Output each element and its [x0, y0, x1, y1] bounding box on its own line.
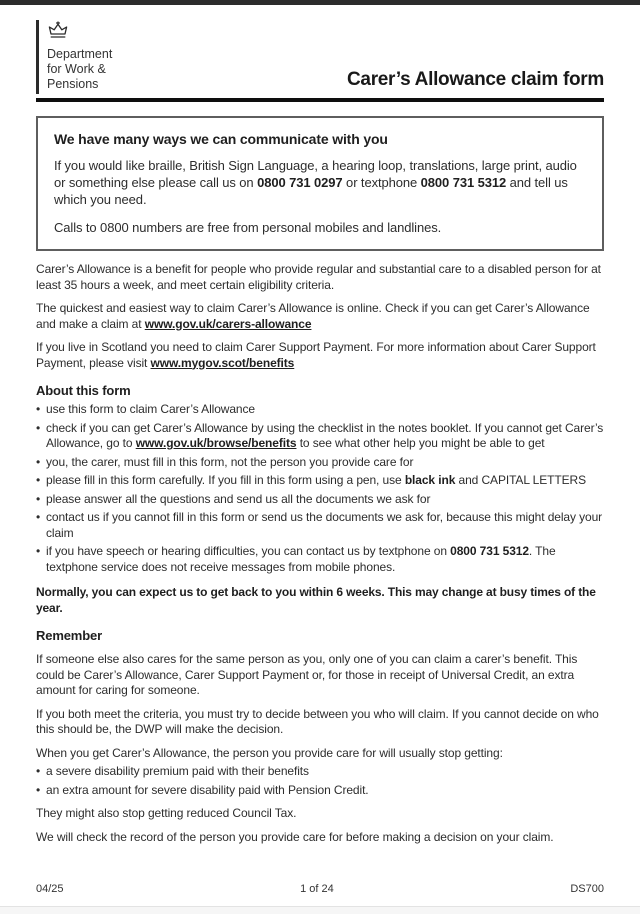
communication-box-paragraph-2: Calls to 0800 numbers are free from personal mobiles and landlines.	[54, 220, 442, 235]
text-run: please fill in this form carefully. If you fill in this form using a pen, use	[46, 473, 405, 487]
footer-form-code: DS700	[570, 882, 604, 895]
remember-heading: Remember	[36, 628, 102, 643]
bullet-text: a severe disability premium paid with their benefits	[46, 764, 309, 778]
text-run: contact us if you cannot fill in this form or send us the documents we ask for, because this might delay your claim	[46, 510, 603, 540]
bullet-text: an extra amount for severe disability paid with Pension Credit.	[46, 782, 369, 797]
text-run: you, the carer, must fill in this form, not the person you provide care for	[46, 454, 414, 469]
bullet-text	[46, 544, 604, 575]
footer-version-date: 04/25	[36, 882, 64, 895]
bullet-item	[36, 492, 604, 508]
bullet-marker	[36, 764, 46, 780]
bullet-item	[36, 510, 604, 541]
communication-box	[36, 116, 604, 251]
bullet-text	[46, 473, 604, 489]
bullet-item	[36, 764, 604, 780]
bullet-item	[36, 455, 604, 471]
page-title: Carer’s Allowance claim form	[347, 69, 604, 90]
text-run: If you live in Scotland you need to claim Carer Support Payment. For more information about Carer Support Payment, please visit	[36, 340, 596, 370]
title-divider	[36, 98, 604, 102]
text-run: black ink	[404, 473, 456, 487]
text-run: . The textphone service does not receive messages from mobile phones.	[46, 544, 556, 574]
about-this-form-heading: About this form	[36, 383, 131, 398]
remember-paragraph-2: If you both meet the criteria, you must try to decide between you who will claim. If you cannot decide on who this should be, the DWP will make the decision.	[36, 706, 599, 736]
logo-line-1: Department	[47, 46, 113, 61]
remember-paragraph-1: If someone else also cares for the same person as you, only one of you can claim a carer’s benefit. This could be Carer’s Allowance, Carer Support Payment or, for those in receipt of Universal Credit, an extra amount for caring for someone.	[36, 652, 578, 697]
remember-paragraph-5: We will check the record of the person you provide care for before making a decision on your claim.	[36, 829, 554, 844]
bullet-item	[36, 402, 604, 418]
masthead	[36, 20, 604, 98]
footer-page-number: 1 of 24	[300, 882, 334, 895]
link-mygov-scot-benefits[interactable]: www.mygov.scot/benefits	[150, 355, 295, 370]
bullet-marker	[36, 783, 46, 799]
text-run: and tell us which you need.	[54, 175, 568, 207]
bullet-text	[46, 492, 604, 508]
dwp-logo-text	[47, 47, 112, 92]
text-run: The quickest and easiest way to claim Carer’s Allowance is online. Check if you can get Carer’s Allowance and make a claim at	[36, 301, 590, 331]
bullet-marker	[36, 455, 46, 471]
text-run: please answer all the questions and send us all the documents we ask for	[46, 491, 431, 506]
text-run: and CAPITAL LETTERS	[455, 473, 586, 487]
remember-bullet-list	[36, 764, 604, 798]
viewer-bottom-edge	[0, 906, 640, 914]
bullet-item	[36, 421, 604, 452]
logo-line-3: Pensions	[47, 76, 99, 91]
remember-paragraph-4: They might also stop getting reduced Council Tax.	[36, 806, 297, 820]
remember-paragraph-3: When you get Carer’s Allowance, the person you provide care for will usually stop getting:	[36, 745, 503, 760]
crown-icon	[47, 21, 112, 44]
bullet-text	[46, 421, 604, 452]
intro-paragraph-3	[36, 340, 604, 371]
phone-number: 0800 731 0297	[257, 175, 343, 190]
intro-paragraph-2	[36, 301, 604, 332]
textphone-number: 0800 731 5312	[420, 175, 507, 190]
bullet-marker	[36, 510, 46, 541]
text-run: or textphone	[342, 175, 421, 190]
bullet-text	[46, 510, 604, 541]
bullet-item	[36, 544, 604, 575]
page-footer	[36, 882, 604, 898]
bullet-marker	[36, 421, 46, 452]
bullet-item	[36, 473, 604, 489]
text-run: If you would like braille, British Sign Language, a hearing loop, translations, large print, audio or something else please call us on	[54, 158, 577, 190]
intro-paragraph-1: Carer’s Allowance is a benefit for people who provide regular and substantial care to a disabled person for at least 35 hours a week, and meet certain eligibility criteria.	[36, 262, 601, 292]
response-time-notice: Normally, you can expect us to get back to you within 6 weeks. This may change at busy times of the year.	[36, 585, 596, 615]
link-gov-carers-allowance[interactable]: www.gov.uk/carers-allowance	[144, 316, 312, 331]
text-run: if you have speech or hearing difficulties, you can contact us by textphone on	[46, 544, 451, 558]
bullet-marker	[36, 544, 46, 575]
communication-box-heading: We have many ways we can communicate with you	[54, 131, 388, 147]
logo-line-2: for Work &	[47, 61, 106, 76]
about-bullet-list	[36, 402, 604, 575]
text-run: use this form to claim Carer’s Allowance	[46, 402, 255, 416]
bullet-marker	[36, 492, 46, 508]
text-run: check if you can get Carer’s Allowance by using the checklist in the notes booklet. If you cannot get Carer’s Allowance, go to	[46, 420, 604, 450]
bullet-text	[46, 402, 604, 418]
bullet-item	[36, 783, 604, 799]
textphone-number: 0800 731 5312	[450, 544, 529, 558]
dwp-logo	[36, 20, 112, 94]
viewer-top-edge	[0, 0, 640, 5]
bullet-text	[46, 455, 604, 471]
logo-vertical-bar	[36, 20, 39, 94]
communication-box-paragraph-1	[54, 157, 586, 208]
bullet-marker	[36, 402, 46, 418]
bullet-marker	[36, 473, 46, 489]
text-run: to see what other help you might be able to get	[296, 436, 545, 450]
link-gov-browse-benefits[interactable]: www.gov.uk/browse/benefits	[135, 436, 297, 450]
